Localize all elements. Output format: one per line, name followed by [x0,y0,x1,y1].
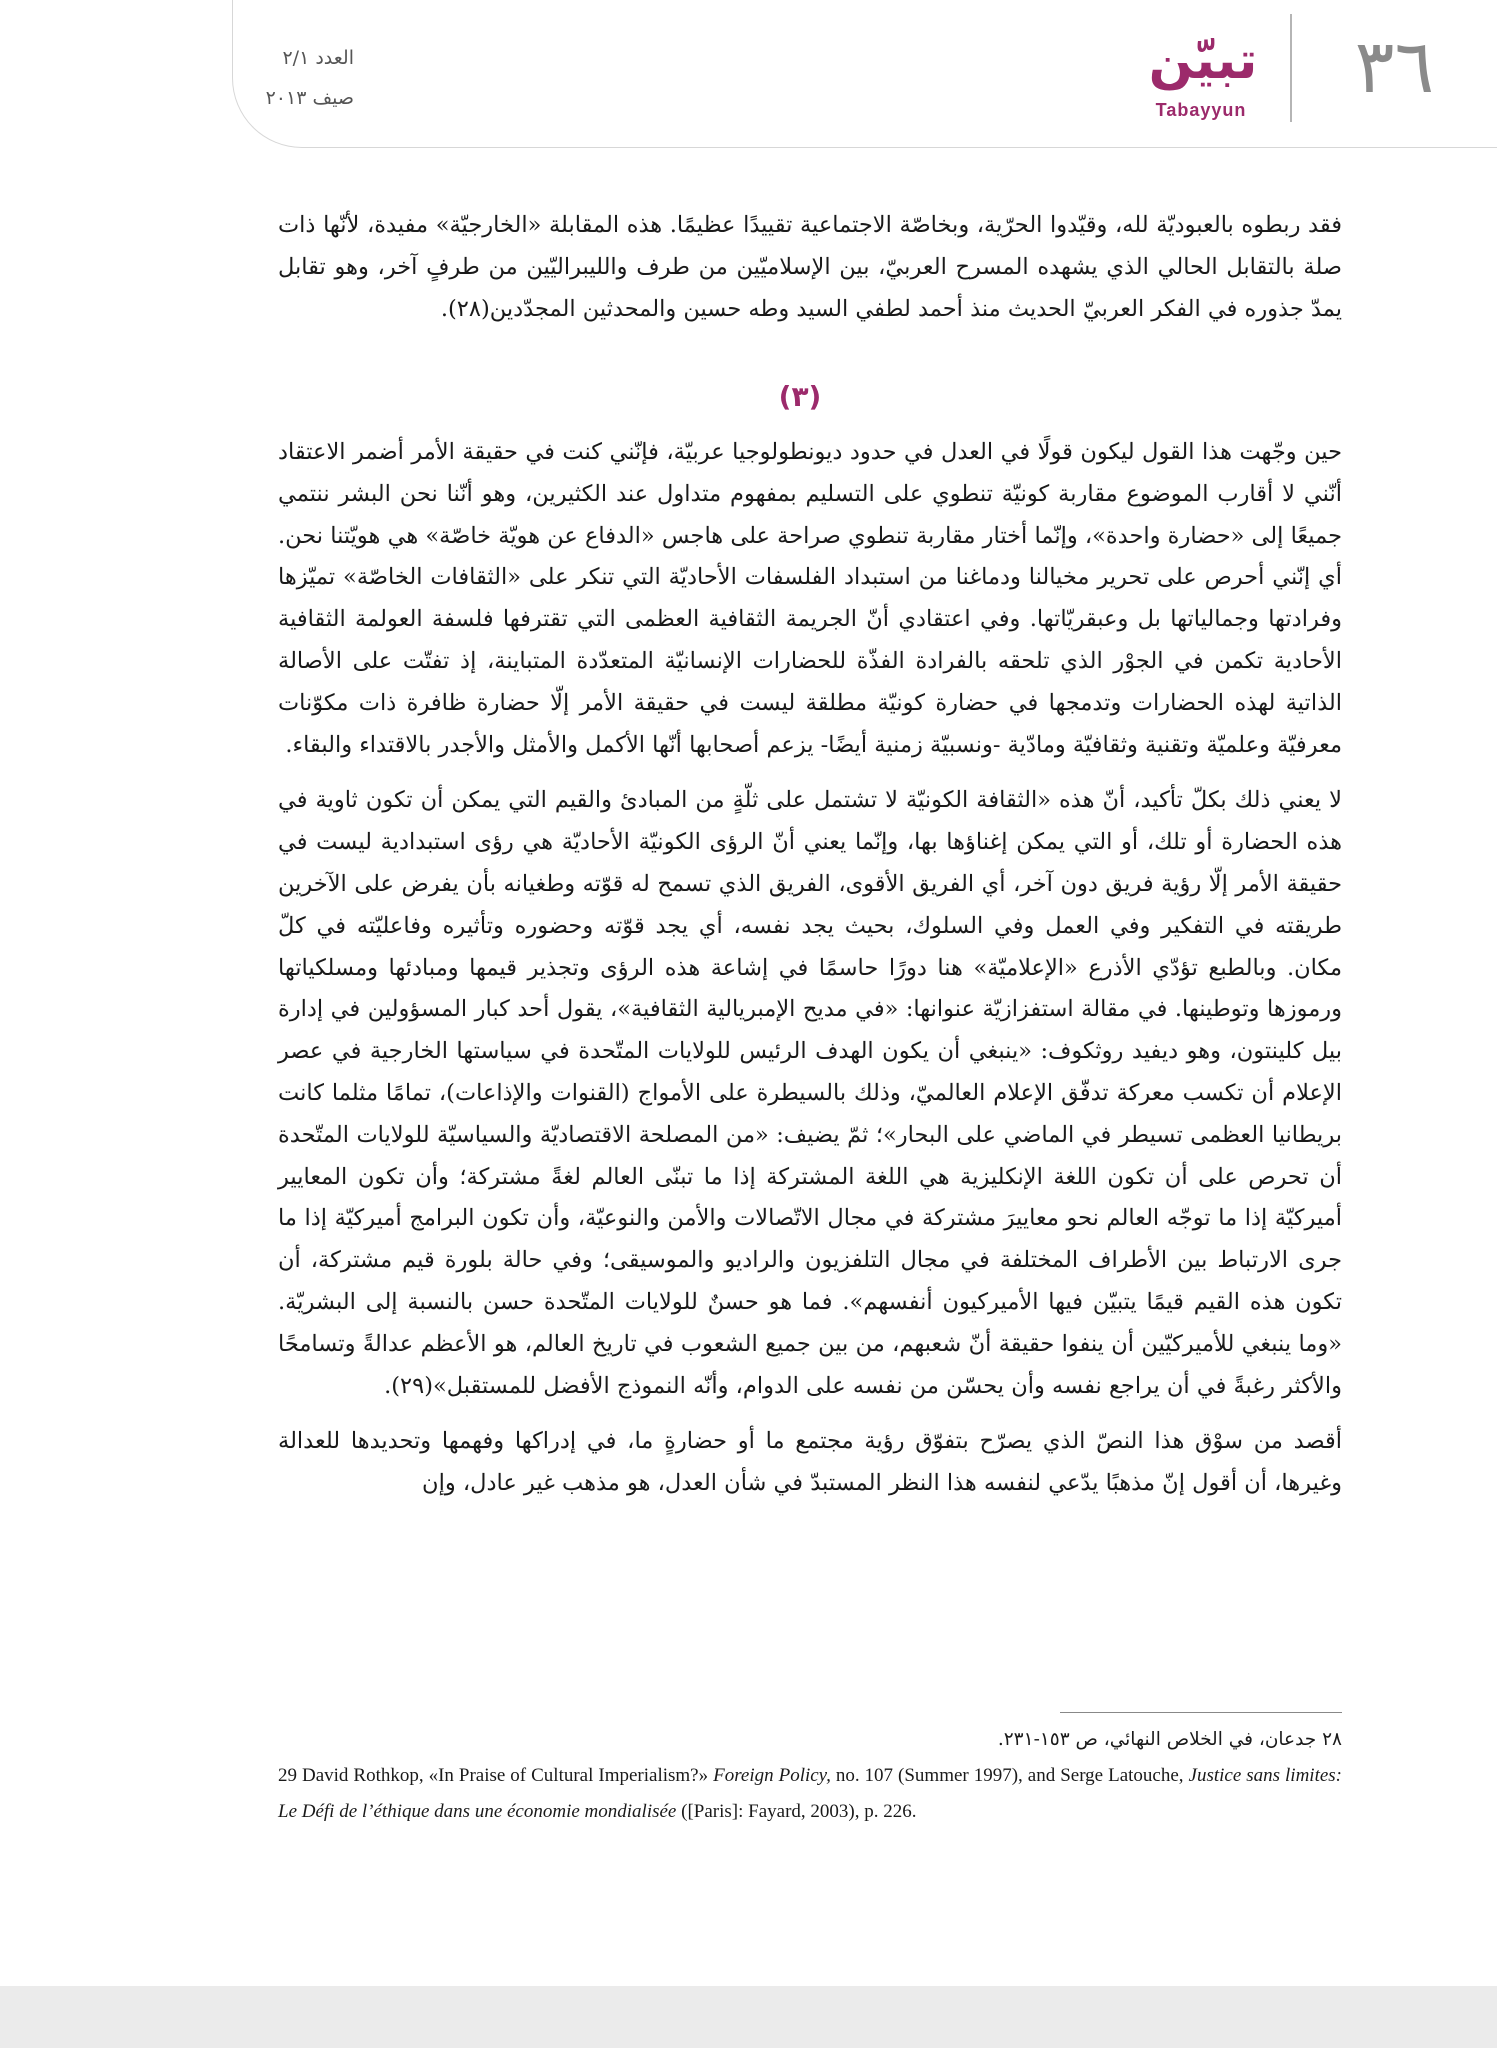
journal-logo-latin: Tabayyun [1155,100,1247,120]
paragraph-1-block [278,205,1342,344]
paragraph-3: لا يعني ذلك بكلّ تأكيد، أنّ هذه «الثقافة الكونيّة لا تشتمل على ثلّةٍ من المبادئ والقيم التي يمكن أن تكون ثاوية في هذه الحضارة أو تلك، أو التي يمكن إغناؤها بها، وإنّما يعني أنّ الرؤى الكونيّة الأحاديّة هي رؤى استبدادية ليست في حقيقة الأمر إلّا رؤية فريق دون آخر، أي الفريق الأقوى، الفريق الذي تسمح له قوّته وطغيانه بأن يفرض على الآخرين طريقته في التفكير وفي العمل وفي السلوك، بحيث يجد نفسه، أي يجد قوّته وحضوره وتأثيره وفاعليّته في كلّ مكان. وبالطبع تؤدّي الأذرع «الإعلاميّة» هنا دورًا حاسمًا في إشاعة هذه الرؤى وتجذير قيمها ومبادئها ومسلكياتها ورموزها وتوطينها. في مقالة استفزازيّة عنوانها: «في مديح الإمبريالية الثقافية»، يقول أحد كبار المسؤولين في إدارة بيل كلينتون، وهو ديفيد روثكوف: «ينبغي أن يكون الهدف الرئيس للولايات المتّحدة في سياستها الخارجية في عصر الإعلام أن تكسب معركة تدفّق الإعلام العالميّ، وذلك بالسيطرة على الأمواج (القنوات والإذاعات)، تمامًا مثلما كانت بريطانيا العظمى تسيطر في الماضي على البحار»؛ ثمّ يضيف: «من المصلحة الاقتصاديّة والسياسيّة للولايات المتّحدة أن تحرص على أن تكون اللغة الإنكليزية هي اللغة المشتركة إذا ما تبنّى العالم لغةً مشتركة؛ وأن تكون المعايير أميركيّة إذا ما توجّه العالم نحو معاييرَ مشتركة في مجال الاتّصالات والأمن والنوعيّة، وأن تكون البرامج أميركيّة إذا ما جرى الارتباط بين الأطراف المختلفة في مجال التلفزيون والراديو والموسيقى؛ وفي حالة بلورة قيم مشتركة، أن تكون هذه القيم قيمًا يتبيّن فيها الأميركيون أنفسهم». فما هو حسنٌ للولايات المتّحدة حسن بالنسبة إلى البشريّة. «وما ينبغي للأميركيّين أن ينفوا حقيقة أنّ شعبهم، من بين جميع الشعوب في تاريخ العالم، هو الأعظم عدالةً وتسامحًا والأكثر رغبةً في أن يراجع نفسه وأن يحسّن من نفسه على الدوام، وأنّه النموذج الأفضل للمستقبل»(٢٩). [278,787,1342,1399]
paragraph-2: حين وجّهت هذا القول ليكون قولًا في العدل في حدود ديونطولوجيا عربيّة، فإنّني كنت في حقيقة الأمر أضمر الاعتقاد أنّني لا أقارب الموضوع مقاربة كونيّة تنطوي على التسليم بمفهوم متداول عند الكثيرين، وهو أنّنا نحن البشر ننتمي جميعًا إلى «حضارة واحدة»، وإنّما أختار مقاربة تنطوي صراحة على هاجس «الدفاع عن هويّة خاصّة» هي هويّتنا نحن. أي إنّني أحرص على تحرير مخيالنا ودماغنا من استبداد الفلسفات الأحاديّة التي تنكر على «الثقافات الخاصّة» تميّزها وفرادتها وجمالياتها بل وعبقريّاتها. وفي اعتقادي أنّ الجريمة الثقافية العظمى التي تقترفها فلسفة العولمة الثقافية الأحادية تكمن في الجوْر الذي تلحقه بالفرادة الفذّة للحضارات الإنسانيّة المتعدّدة المتباينة، إذ تفتّت على الأصالة الذاتية لهذه الحضارات وتدمجها في حضارة كونيّة مطلقة ليست في حقيقة الأمر إلّا حضارة ظافرة ذات مكوّنات معرفيّة وعلميّة وتقنية وثقافيّة ومادّية -ونسبيّة زمنية أيضًا- يزعم أصحابها أنّها الأكمل والأمثل والأجدر بالاقتداء والبقاء. [278,439,1342,758]
footnote-29-issue: no. 107 (Summer 1997), and Serge Latouche, [835,1765,1184,1786]
section-number: (٣) [778,380,822,413]
footnote-rule [1060,1712,1342,1713]
paragraph-1: فقد ربطوه بالعبوديّة لله، وقيّدوا الحرّية، وبخاصّة الاجتماعية تقييدًا عظيمًا. هذه المقابلة «الخارجيّة» مفيدة، لأنّها ذات صلة بالتقابل الحالي الذي يشهده المسرح العربيّ، بين الإسلاميّين من طرف والليبراليّين من طرفٍ آخر، وهو تقابل يمدّ جذوره في الفكر العربيّ الحديث منذ أحمد لطفي السيد وطه حسين والمحدثين المجدّدين(٢٨). [278,212,1342,322]
paragraph-4: أقصد من سوْق هذا النصّ الذي يصرّح بتفوّق رؤية مجتمع ما أو حضارةٍ ما، في إدراكها وفهمها وتحديدها للعدالة وغيرها، أن أقول إنّ مذهبًا يدّعي لنفسه هذا النظر المستبدّ في شأن العدل، هو مذهب غير عادل، وإن [278,1428,1342,1497]
main-text [278,432,1342,1519]
footnote-29-publisher: ([Paris]: Fayard, 2003), p. 226. [681,1801,917,1822]
footnote-29-journal: Foreign Policy, [713,1765,831,1786]
footnote-28: ٢٨ جدعان، في الخلاص النهائي، ص ١٥٣-٢٣١. [997,1729,1342,1750]
footnote-29 [278,1758,1342,1830]
page-number: ٣٦ [1354,24,1435,110]
issue-info [154,46,354,126]
issue-label: العدد ٢/١ [282,47,354,69]
footnote-29-author: 29 David Rothkop, «In Praise of Cultural Imperialism?» [278,1765,709,1786]
season-label: صيف ٢٠١٣ [265,87,354,109]
footnote-29-book: Justice sans limites: Le Défi de l’éthique dans une économie mondialisée [278,1765,1343,1822]
journal-logo: تبيّن [1148,31,1258,91]
footer-band [0,1986,1497,2048]
header-divider [1290,14,1292,122]
